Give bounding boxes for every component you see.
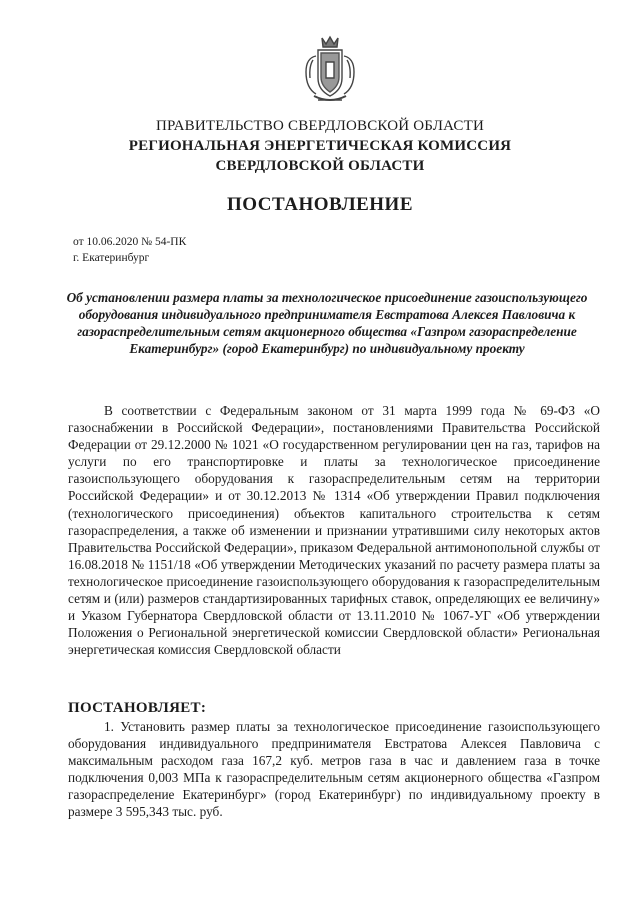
commission-region: СВЕРДЛОВСКОЙ ОБЛАСТИ: [215, 158, 425, 174]
body-paragraph-item-1: 1. Установить размер платы за технологическое присоединение газоиспользующего оборудования индивидуального предпринимателя Евстратова Алексея Павловича с максимальным расходом газа 167,2 куб. метров газа в час и давлением газа в точке подключения 0,003 МПа к газораспределительным сетям акционерного общества «Газпром газораспределение Екатеринбург» (город Екатеринбург) по индивидуальному проекту в размере 3 595,343 тыс. руб.: [68, 719, 600, 820]
document-subject: Об установлении размера платы за технологическое присоединение газоиспользующего оборудования индивидуального предпринимателя Евстратова Алексея Павловича к газораспределительным сетям акционерного общества «Газпром газораспределение Екатеринбург» (город Екатеринбург) по индивидуальному проекту: [66, 290, 588, 356]
government-name: ПРАВИТЕЛЬСТВО СВЕРДЛОВСКОЙ ОБЛАСТИ: [155, 118, 485, 134]
document-type-title: ПОСТАНОВЛЕНИЕ: [226, 194, 414, 215]
document-date-number: от 10.06.2020 № 54-ПК: [73, 236, 187, 248]
document-city: г. Екатеринбург: [73, 252, 150, 264]
resolves-heading: ПОСТАНОВЛЯЕТ:: [68, 700, 207, 716]
coat-of-arms-icon: [300, 34, 360, 108]
commission-name: РЕГИОНАЛЬНАЯ ЭНЕРГЕТИЧЕСКАЯ КОМИССИЯ: [128, 138, 512, 154]
body-paragraph-preamble: В соответствии с Федеральным законом от 31 марта 1999 года № 69-ФЗ «О газоснабжении в Российской Федерации», постановлениями Правительства Российской Федерации от 29.12.2000 № 1021 «О государственном регулировании цен на газ, тарифов на услуги по его транспортировке и платы за технологическое присоединение газоиспользующего оборудования к газораспределительным сетям на территории Российской Федерации» и от 30.12.2013 № 1314 «Об утверждении Правил подключения (технологического присоединения) объектов капитального строительства к сетям газораспределения, а также об изменении и признании утратившими силу некоторых актов Правительства Российской Федерации», приказом Федеральной антимонопольной службы от 16.08.2018 № 1151/18 «Об утверждении Методических указаний по расчету размера платы за технологическое присоединение газоиспользующего оборудования к газораспределительным сетям и (или) размеров стандартизированных тарифных ставок, определяющих ее величину» и Указом Губернатора Свердловской области от 13.11.2010 № 1067-УГ «Об утверждении Положения о Региональной энергетической комиссии Свердловской области» Региональная энергетическая комиссия Свердловской области: [68, 403, 600, 658]
